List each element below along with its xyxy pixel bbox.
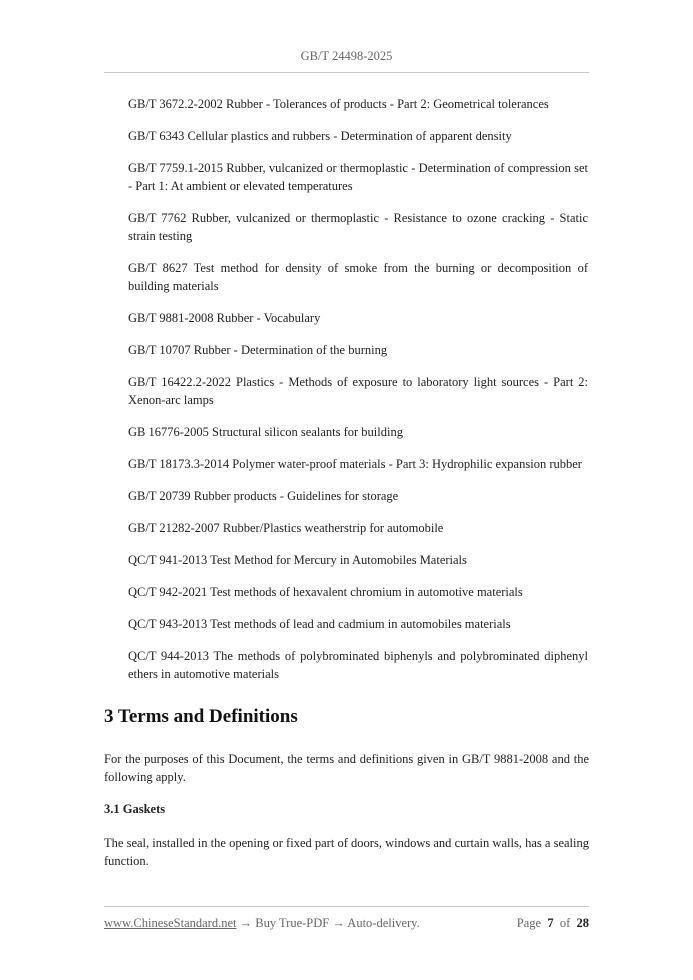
reference-item: GB/T 8627 Test method for density of smoke from the burning or decomposition of building materials xyxy=(128,261,588,293)
reference-item: GB/T 21282-2007 Rubber/Plastics weatherstrip for automobile xyxy=(128,521,444,535)
header-divider xyxy=(104,72,589,73)
term-definition: The seal, installed in the opening or fixed part of doors, windows and curtain walls, has a sealing function. xyxy=(104,836,589,868)
page-number xyxy=(517,916,589,931)
footer-promo xyxy=(104,916,420,931)
reference-item: GB/T 16422.2-2022 Plastics - Methods of exposure to laboratory light sources - Part 2: Xenon-arc lamps xyxy=(128,375,588,407)
page-current: 7 xyxy=(547,916,554,930)
reference-item: GB/T 3672.2-2002 Rubber - Tolerances of products - Part 2: Geometrical tolerances xyxy=(128,97,549,111)
footer-promo-text: → Buy True-PDF → Auto-delivery. xyxy=(236,916,420,930)
subsection-heading: 3.1 Gaskets xyxy=(104,802,166,816)
reference-item: QC/T 943-2013 Test methods of lead and cadmium in automobiles materials xyxy=(128,617,511,631)
page-header: GB/T 24498-2025 xyxy=(300,49,393,63)
page-label: Page xyxy=(516,916,542,930)
page-footer xyxy=(104,916,589,931)
normative-references-list xyxy=(128,95,588,697)
reference-item: GB/T 6343 Cellular plastics and rubbers - Determination of apparent density xyxy=(128,129,512,143)
reference-item: GB 16776-2005 Structural silicon sealants for building xyxy=(128,425,403,439)
page-of: of xyxy=(559,916,571,930)
reference-item: QC/T 942-2021 Test methods of hexavalent chromium in automotive materials xyxy=(128,585,523,599)
page-total: 28 xyxy=(576,916,589,930)
reference-item: QC/T 941-2013 Test Method for Mercury in Automobiles Materials xyxy=(128,553,467,567)
reference-item: GB/T 10707 Rubber - Determination of the burning xyxy=(128,343,388,357)
reference-item: GB/T 7762 Rubber, vulcanized or thermoplastic - Resistance to ozone cracking - Static strain testing xyxy=(128,211,588,243)
footer-divider xyxy=(104,906,589,907)
reference-item: GB/T 9881-2008 Rubber - Vocabulary xyxy=(128,311,321,325)
reference-item: GB/T 7759.1-2015 Rubber, vulcanized or thermoplastic - Determination of compression set - Part 1: At ambient or elevated temperatures xyxy=(128,161,588,193)
reference-item: GB/T 20739 Rubber products - Guidelines for storage xyxy=(128,489,399,503)
reference-item: GB/T 18173.3-2014 Polymer water-proof materials - Part 3: Hydrophilic expansion rubber xyxy=(128,457,582,471)
site-link[interactable]: www.ChineseStandard.net xyxy=(104,916,237,930)
section-intro: For the purposes of this Document, the terms and definitions given in GB/T 9881-2008 and the following apply. xyxy=(104,752,589,784)
reference-item: QC/T 944-2013 The methods of polybrominated biphenyls and polybrominated diphenyl ethers in automotive materials xyxy=(128,649,588,681)
section-heading: 3 Terms and Definitions xyxy=(104,706,298,727)
